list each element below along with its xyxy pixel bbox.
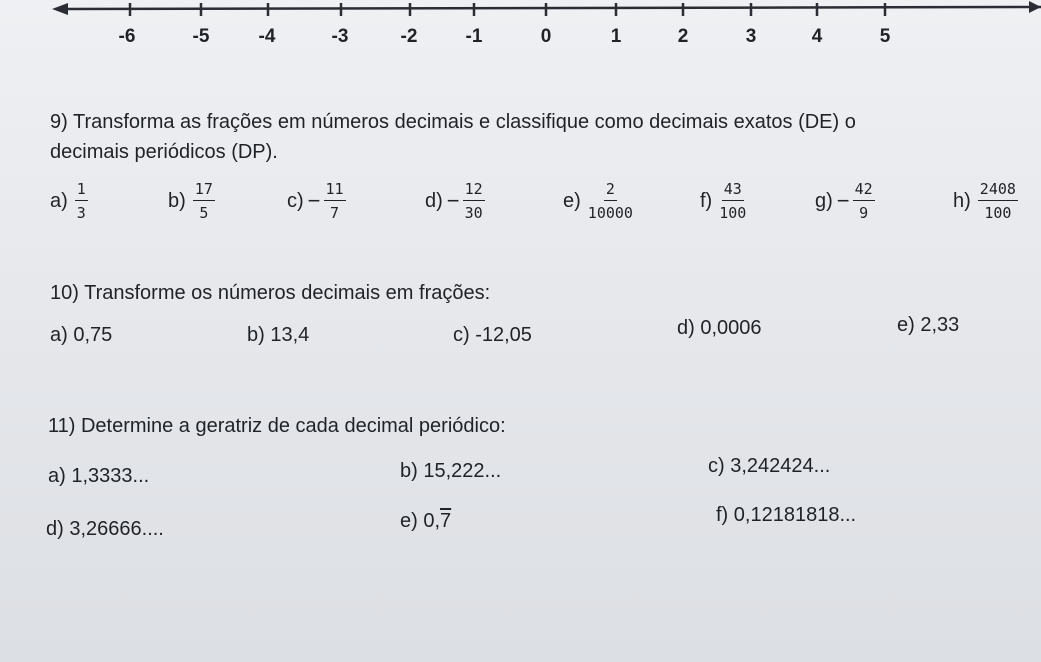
tick-label: -2 (400, 26, 418, 47)
fraction-sign: − (836, 188, 850, 213)
item-label: a) (50, 189, 68, 212)
fraction-denominator: 10000 (587, 204, 633, 222)
q11-item-d: d) 3,26666.... (46, 518, 164, 540)
fraction-item-f (700, 180, 746, 222)
fraction-numerator: 2408 (978, 180, 1018, 201)
q10-item-d: d) 0,0006 (677, 317, 762, 339)
tick-label: -4 (258, 26, 276, 47)
q11-title: 11) Determine a geratriz de cada decimal periódico: (48, 415, 506, 437)
fraction-denominator: 9 (859, 204, 869, 222)
fraction-sign: − (446, 188, 460, 213)
fraction-item-g (815, 180, 875, 222)
tick-label: -1 (465, 26, 483, 47)
item-label: e) (563, 189, 581, 212)
fraction-denominator: 5 (199, 204, 209, 222)
q11-item-e (400, 510, 451, 533)
item-label: h) (953, 189, 971, 212)
fraction-item-d (425, 180, 485, 222)
q9-statement-line1: 9) Transforma as frações em números decimais e classifique como decimais exatos (DE) o (50, 111, 856, 133)
fraction-numerator: 17 (193, 180, 215, 201)
fraction (978, 180, 1018, 222)
fraction-denominator: 30 (464, 204, 483, 222)
fraction (324, 180, 346, 222)
q10-item-e: e) 2,33 (897, 314, 960, 336)
tick-label: 1 (610, 26, 622, 47)
q11-item-c: c) 3,242424... (708, 455, 831, 477)
fraction-denominator: 100 (719, 204, 747, 222)
tick-label: -3 (331, 26, 349, 47)
fraction (853, 180, 875, 222)
fraction (463, 180, 485, 222)
q11-item-b: b) 15,222... (400, 460, 502, 482)
fraction-numerator: 1 (75, 180, 88, 201)
item-label: g) (815, 189, 833, 212)
tick-label: 0 (540, 26, 552, 47)
fraction-numerator: 42 (853, 180, 875, 201)
fraction-item-e (563, 180, 633, 222)
fraction-item-h (953, 180, 1018, 222)
fraction-denominator: 100 (984, 204, 1012, 222)
item-label: c) (287, 189, 304, 212)
q11-item-f: f) 0,12181818... (716, 504, 857, 526)
fraction-numerator: 43 (722, 180, 744, 201)
q10-item-b: b) 13,4 (247, 324, 310, 346)
item-label: b) (168, 189, 186, 212)
fraction-numerator: 2 (604, 180, 617, 201)
fraction-numerator: 12 (463, 180, 485, 201)
fraction (588, 180, 633, 222)
q10-item-a: a) 0,75 (50, 324, 113, 346)
fraction (193, 180, 215, 222)
fraction (75, 180, 88, 222)
tick-label: 5 (879, 26, 891, 47)
q11-item-a: a) 1,3333... (48, 465, 150, 487)
tick-label: -5 (192, 26, 210, 47)
repeating-digit: 7 (440, 510, 452, 532)
q10-title: 10) Transforme os números decimais em frações: (50, 282, 491, 304)
tick-label: 3 (745, 26, 757, 47)
fraction-numerator: 11 (324, 180, 346, 201)
tick-label: 2 (677, 26, 689, 47)
fraction-sign: − (307, 188, 321, 213)
fraction-item-b (168, 180, 215, 222)
fraction-denominator: 3 (76, 204, 86, 222)
fraction-denominator: 7 (330, 204, 340, 222)
q10-item-c: c) -12,05 (453, 324, 532, 346)
tick-label: 4 (811, 26, 823, 47)
tick-label: -6 (118, 26, 136, 47)
q11-item-e-text: e) 0, (400, 510, 441, 532)
fraction-item-c (287, 180, 346, 222)
fraction-item-a (50, 180, 88, 222)
item-label: f) (700, 189, 713, 212)
fraction (719, 180, 746, 222)
item-label: d) (425, 189, 443, 212)
q9-statement-line2: decimais periódicos (DP). (50, 141, 278, 163)
